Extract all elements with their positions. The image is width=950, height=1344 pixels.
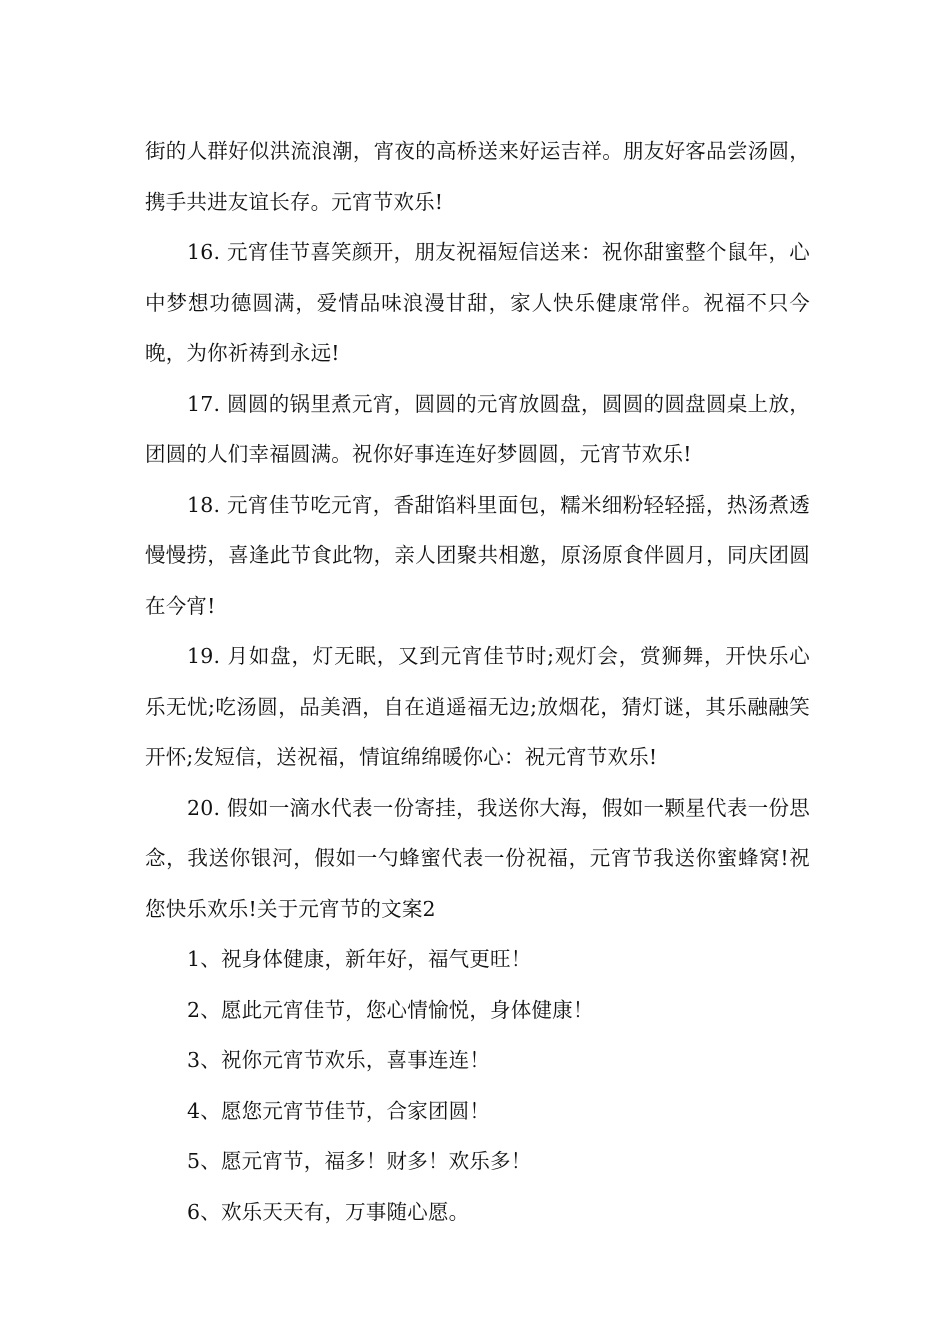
greetings-list [145, 934, 810, 1237]
list-item: 1、祝身体健康，新年好，福气更旺！ [187, 947, 532, 971]
document-body [145, 126, 810, 1237]
list-item: 6、欢乐天天有，万事随心愿。 [187, 1199, 470, 1224]
paragraph-17: 17. 圆圆的锅里煮元宵，圆圆的元宵放圆盘，圆圆的圆盘圆桌上放，团圆的人们幸福圆满。祝你好事连连好梦圆圆，元宵节欢乐! [145, 391, 810, 466]
paragraph-18: 18. 元宵佳节吃元宵，香甜馅料里面包，糯米细粉轻轻摇，热汤煮透慢慢捞，喜逢此节食此物，亲人团聚共相邀，原汤原食伴圆月，同庆团圆在今宵! [145, 492, 810, 618]
list-item: 3、祝你元宵节欢乐，喜事连连！ [187, 1048, 491, 1072]
list-item: 2、愿此元宵佳节，您心情愉悦，身体健康！ [187, 997, 594, 1022]
paragraph-19: 19. 月如盘，灯无眠，又到元宵佳节时;观灯会，赏狮舞，开快乐心乐无忧;吃汤圆，品美酒，自在逍遥福无边;放烟花，猜灯谜，其乐融融笑开怀;发短信，送祝福，情谊绵绵暖你心：祝元宵节欢乐! [145, 644, 810, 769]
paragraph-20: 20. 假如一滴水代表一份寄挂，我送你大海，假如一颗星代表一份思念，我送你银河，假如一勺蜂蜜代表一份祝福，元宵节我送你蜜蜂窝!祝您快乐欢乐!关于元宵节的文案2 [145, 795, 810, 921]
paragraph-16: 16. 元宵佳节喜笑颜开，朋友祝福短信送来：祝你甜蜜整个鼠年，心中梦想功德圆满，爱情品味浪漫甘甜，家人快乐健康常伴。祝福不只今晚，为你祈祷到永远! [145, 240, 810, 365]
paragraph-continuation: 街的人群好似洪流浪潮，宵夜的高桥送来好运吉祥。朋友好客品尝汤圆，携手共进友谊长存。元宵节欢乐! [145, 139, 810, 214]
list-item: 5、愿元宵节，福多！财多！欢乐多！ [187, 1149, 532, 1173]
list-item: 4、愿您元宵节佳节，合家团圆！ [187, 1098, 491, 1123]
